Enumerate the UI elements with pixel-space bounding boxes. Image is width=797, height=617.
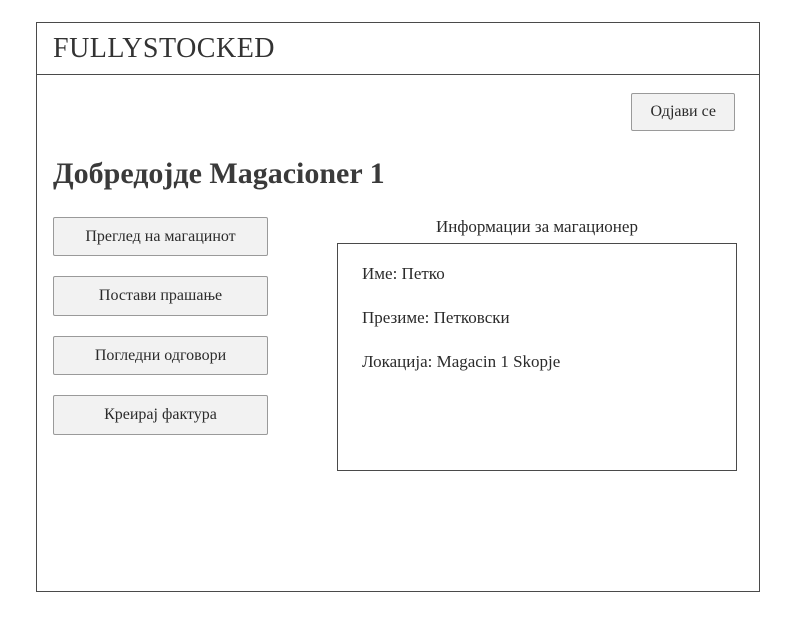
nav-column [37,217,337,471]
main-row [37,217,759,471]
info-field-last-name: Презиме: Петковски [362,307,510,327]
info-field-first-name: Име: Петко [362,263,445,283]
nav-button-ask-question[interactable]: Постави прашање [53,276,268,316]
welcome-heading: Добредојде Magacioner 1 [53,156,385,190]
info-column [337,217,759,471]
nav-button-create-invoice[interactable]: Креирај фактура [53,395,268,435]
app-brand-title: FULLYSTOCKED [53,32,276,64]
info-field-location: Локација: Magacin 1 Skopje [362,351,561,371]
page-content [37,75,759,591]
nav-button-view-answers[interactable]: Погледни одговори [53,336,268,376]
app-window [36,22,760,592]
title-bar [37,23,759,75]
info-panel-box [337,243,737,471]
logout-button[interactable]: Одјави се [631,93,735,131]
nav-button-warehouse-overview[interactable]: Преглед на магацинот [53,217,268,257]
logout-row [37,75,759,131]
info-panel-title: Информации за магационер [436,216,638,236]
